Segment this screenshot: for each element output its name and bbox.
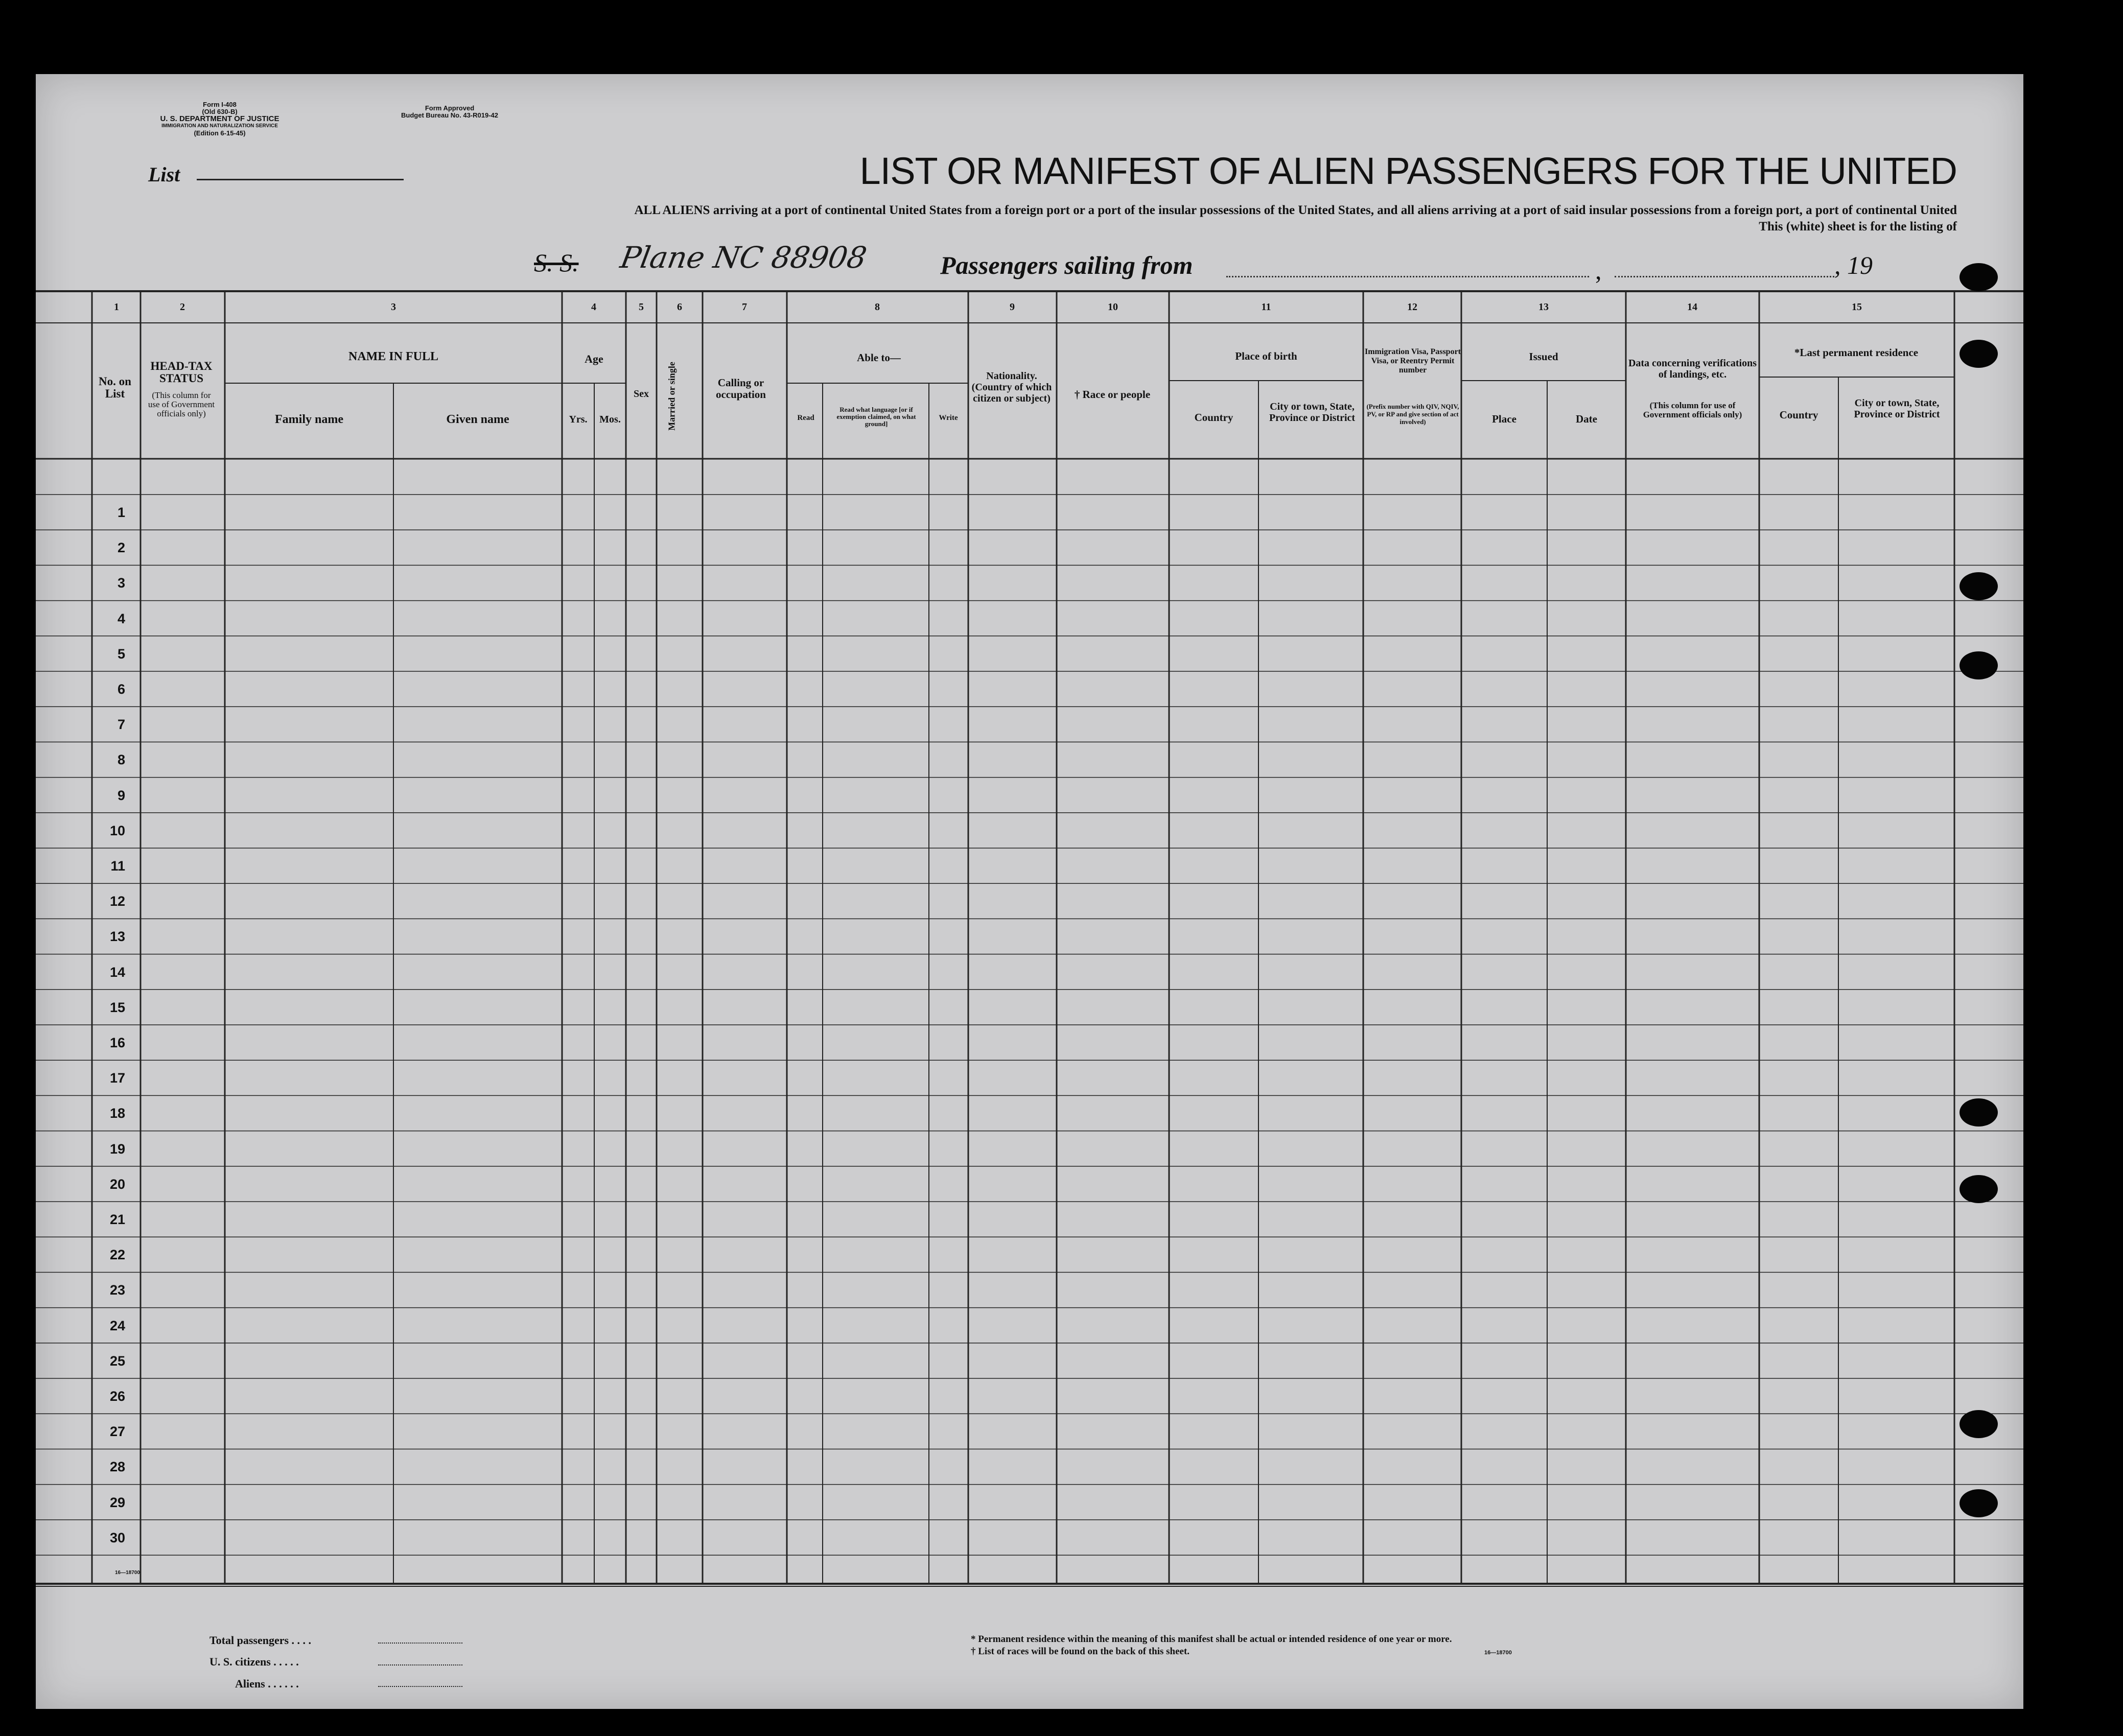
row-number: 14: [109, 964, 125, 980]
married-header: Married or single: [666, 362, 677, 431]
place-of-birth-header: Place of birth: [1235, 350, 1297, 362]
write-header: Write: [939, 414, 958, 422]
column-number-14: 14: [1687, 301, 1697, 313]
ship-name-handwritten: Plane NC 88908: [618, 240, 870, 275]
column-number-10: 10: [1108, 301, 1118, 313]
race-header: † Race or people: [1074, 388, 1151, 401]
given-name-header: Given name: [446, 413, 509, 426]
footnote-code: 16—18700: [1484, 1650, 1512, 1656]
data-verification-note: (This column for use of Government officials only): [1643, 401, 1742, 419]
row-number: 25: [109, 1353, 125, 1369]
binder-hole: [1959, 1175, 1998, 1203]
subtitle-line1: ALL ALIENS arriving at a port of continental United States from a foreign port or a port of the insular possessions of the United States, and all aliens arriving at a port of said insular possessions from a foreign port, a port of continental United: [634, 203, 1957, 217]
visa-header: Immigration Visa, Passport Visa, or Reentry Permit number: [1365, 347, 1461, 374]
age-header: Age: [585, 353, 603, 365]
column-number-1: 1: [114, 301, 119, 313]
total-passengers-line: [378, 1643, 462, 1644]
residence-city-header: City or town, State, Province or District: [1854, 397, 1940, 420]
data-verification-header: Data concerning verifications of landings, etc.: [1628, 358, 1757, 380]
yrs-header: Yrs.: [569, 414, 588, 425]
comma: ,: [1595, 256, 1602, 285]
row-number: 4: [117, 611, 125, 626]
mos-header: Mos.: [599, 414, 621, 425]
able-to-header: Able to—: [857, 351, 901, 364]
row-number: 10: [109, 823, 125, 838]
footnote-races: † List of races will be found on the back of this sheet.: [971, 1646, 1190, 1657]
row-number: 21: [109, 1212, 125, 1227]
binder-hole: [1959, 1098, 1998, 1127]
aliens-line: [378, 1686, 462, 1687]
issued-date-header: Date: [1576, 413, 1597, 425]
department: U. S. DEPARTMENT OF JUSTICE: [160, 114, 279, 123]
aliens-label: Aliens . . . . . .: [235, 1677, 299, 1690]
page-title: LIST OR MANIFEST OF ALIEN PASSENGERS FOR THE UNITED: [859, 150, 1957, 192]
row-number: 26: [109, 1389, 125, 1404]
column-number-15: 15: [1852, 301, 1862, 313]
sailing-label: Passengers sailing from: [940, 251, 1193, 279]
read-language-header: Read what language [or if exemption claimed, on what ground]: [836, 406, 916, 428]
column-number-7: 7: [742, 301, 747, 313]
binder-hole: [1959, 572, 1998, 600]
old-form: (Old 630-B): [202, 108, 238, 115]
us-citizens-text: U. S. citizens: [209, 1655, 271, 1668]
calling-header: Calling or occupation: [715, 377, 766, 401]
edition: (Edition 6-15-45): [194, 129, 246, 137]
sex-header: Sex: [634, 388, 649, 400]
row-number: 20: [109, 1176, 125, 1192]
column-number-13: 13: [1538, 301, 1549, 313]
birth-city-header: City or town, State, Province or District: [1269, 401, 1356, 424]
issued-header: Issued: [1529, 350, 1558, 363]
read-header: Read: [797, 414, 814, 422]
column-number-12: 12: [1407, 301, 1417, 313]
row-number: 28: [109, 1459, 125, 1475]
column-number-9: 9: [1010, 301, 1015, 313]
birth-country-header: Country: [1194, 411, 1233, 424]
row-number: 6: [117, 682, 125, 697]
row-number: 5: [117, 646, 125, 662]
print-code: 16—18700: [115, 1570, 140, 1576]
issued-place-header: Place: [1492, 413, 1517, 425]
column-number-2: 2: [180, 301, 185, 313]
aliens-text: Aliens: [235, 1677, 265, 1690]
row-number: 12: [109, 894, 125, 909]
row-number: 11: [110, 858, 125, 874]
row-number: 9: [117, 787, 125, 803]
form-approved: Form Approved: [425, 104, 475, 112]
name-in-full-header: NAME IN FULL: [348, 350, 438, 363]
row-number: 3: [117, 575, 125, 591]
row-number: 16: [109, 1035, 125, 1050]
visa-note: (Prefix number with QIV, NQIV, PV, or RP and give section of act involved): [1366, 403, 1459, 426]
row-number: 7: [117, 717, 125, 733]
column-number-5: 5: [639, 301, 644, 313]
column-number-3: 3: [391, 301, 396, 313]
residence-country-header: Country: [1779, 409, 1818, 421]
binder-hole: [1959, 651, 1998, 679]
nationality-header: Nationality. (Country of which citizen or subject): [971, 370, 1052, 404]
headtax-header: HEAD-TAX STATUS: [150, 360, 213, 385]
row-number: 1: [117, 505, 125, 520]
us-citizens-line: [378, 1664, 462, 1665]
list-label: List: [148, 163, 180, 186]
row-number: 17: [109, 1070, 125, 1086]
row-number: 30: [109, 1530, 125, 1545]
us-citizens-label: U. S. citizens . . . . .: [209, 1655, 299, 1668]
row-number: 29: [109, 1494, 125, 1510]
ship-prefix: S. S.: [534, 248, 579, 277]
binder-hole: [1959, 340, 1998, 368]
row-number: 22: [109, 1247, 125, 1263]
form-id: Form I-408: [203, 101, 237, 108]
no-on-list-header: No. on List: [99, 375, 131, 400]
row-number: 27: [109, 1424, 125, 1440]
row-number: 13: [109, 929, 125, 945]
family-name-header: Family name: [275, 413, 343, 426]
row-number: 19: [109, 1141, 125, 1157]
row-number: 18: [109, 1106, 125, 1121]
binder-hole: [1959, 1410, 1998, 1438]
headtax-note: (This column for use of Government officials only): [148, 390, 215, 418]
total-passengers-label: Total passengers . . . .: [209, 1634, 312, 1647]
subtitle-line2: This (white) sheet is for the listing of: [1759, 220, 1957, 233]
row-number: 8: [117, 752, 125, 768]
column-number-4: 4: [591, 301, 596, 313]
row-number: 2: [117, 540, 125, 556]
column-number-6: 6: [677, 301, 682, 313]
column-number-11: 11: [1261, 301, 1271, 313]
column-number-8: 8: [875, 301, 880, 313]
row-number: 15: [109, 999, 125, 1015]
year-label: , 19: [1834, 251, 1873, 279]
row-number: 23: [109, 1282, 125, 1298]
row-number: 24: [109, 1318, 125, 1333]
total-passengers-text: Total passengers: [209, 1634, 289, 1647]
footnote-residence: * Permanent residence within the meaning of this manifest shall be actual or intended residence of one year or more.: [971, 1634, 1452, 1645]
service: IMMIGRATION AND NATURALIZATION SERVICE: [161, 123, 278, 129]
binder-hole: [1959, 263, 1998, 291]
binder-hole: [1959, 1489, 1998, 1517]
budget-number: Budget Bureau No. 43-R019-42: [401, 111, 498, 119]
last-residence-header: *Last permanent residence: [1794, 346, 1919, 359]
year-value: 19: [1847, 251, 1873, 279]
